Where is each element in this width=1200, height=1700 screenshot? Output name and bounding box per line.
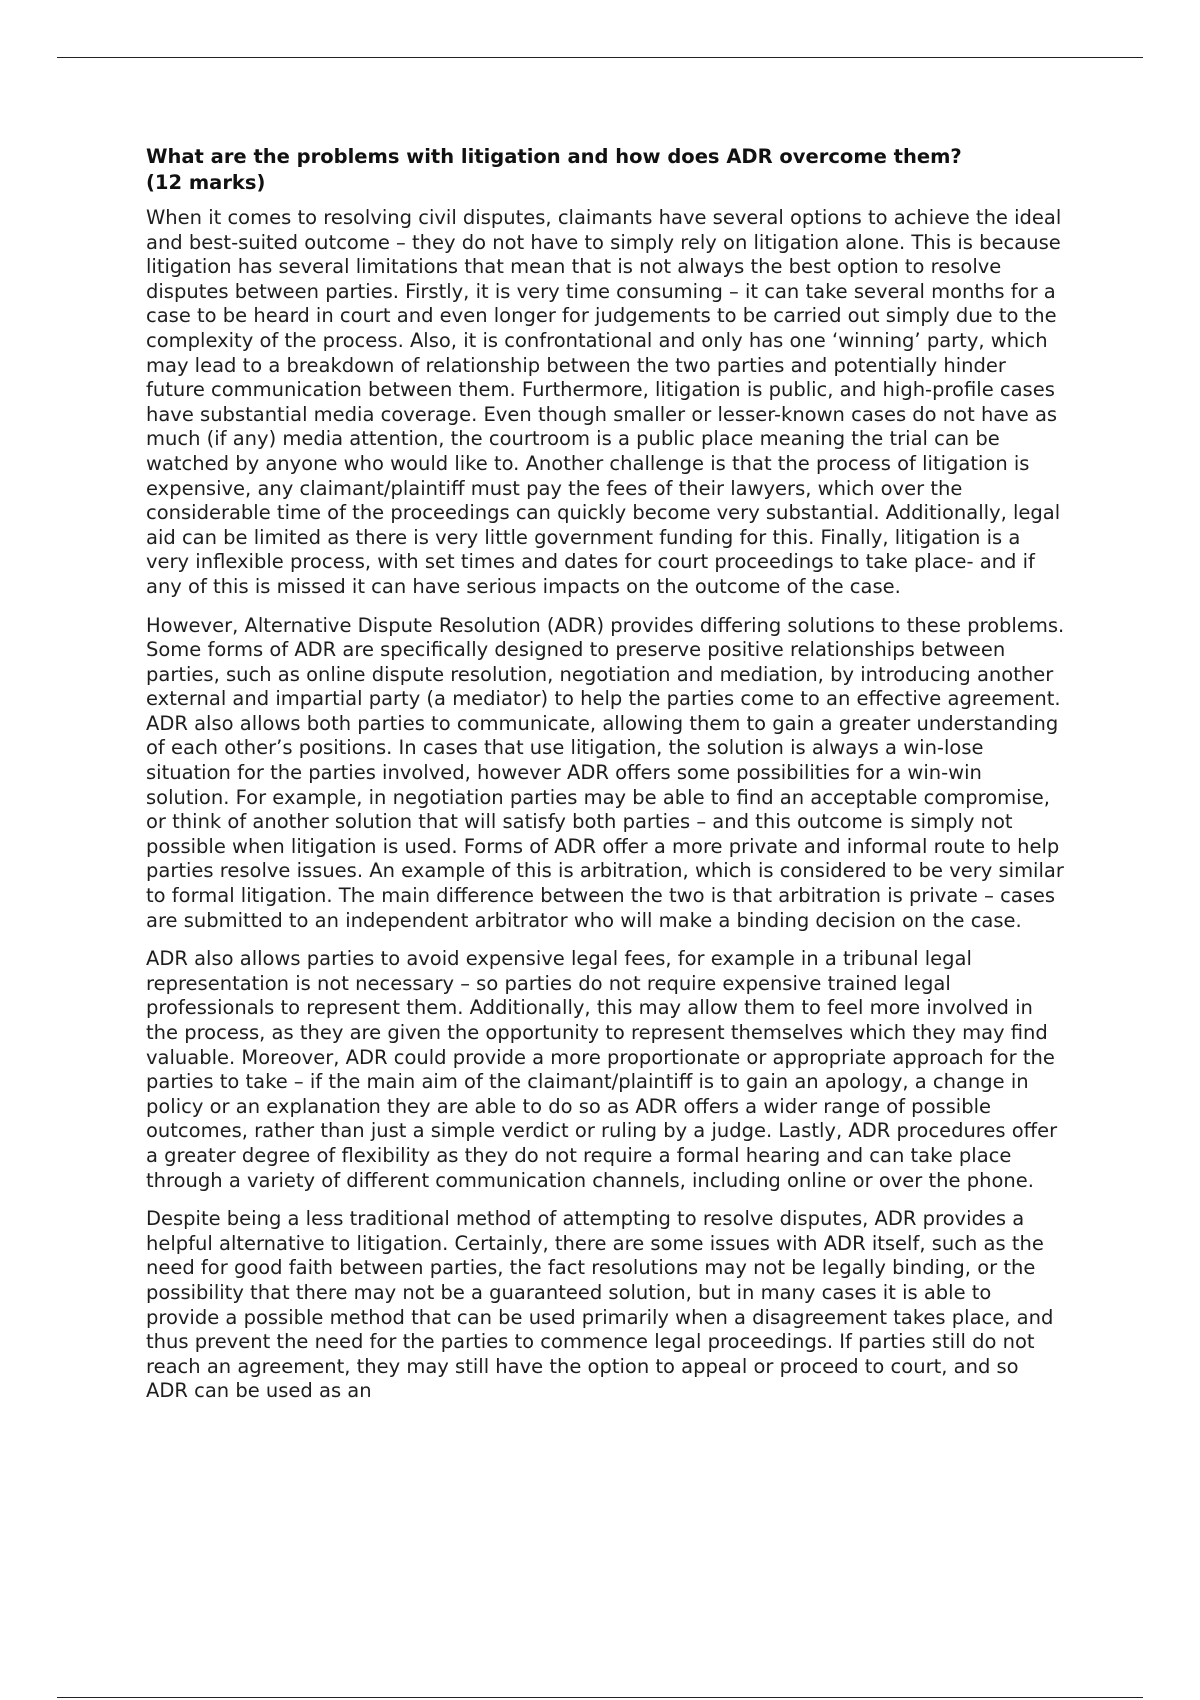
document-body [146, 144, 1066, 1418]
paragraph-4: Despite being a less traditional method of attempting to resolve disputes, ADR provides a helpful alternative to litigation. Certainly, there are some issues with ADR itself, such as the need for good faith between parties, the fact resolutions may not be legally binding, or the possibility that there may not be a guaranteed solution, but in many cases it is able to provide a possible method that can be used primarily when a disagreement takes place, and thus prevent the need for the parties to commence legal proceedings. If parties still do not reach an agreement, they may still have the option to appeal or proceed to court, and so ADR can be used as an [146, 1207, 1054, 1403]
heading-line-2: (12 marks) [146, 171, 266, 194]
essay-question-heading [146, 144, 1066, 196]
paragraph-3: ADR also allows parties to avoid expensive legal fees, for example in a tribunal legal representation is not necessary – so parties do not require expensive trained legal professionals to represent them. Additionally, this may allow them to feel more involved in the process, as they are given the opportunity to represent themselves which they may find valuable. Moreover, ADR could provide a more proportionate or appropriate approach for the parties to take – if the main aim of the claimant/plaintiff is to gain an apology, a change in policy or an explanation they are able to do so as ADR offers a wider range of possible outcomes, rather than just a simple verdict or ruling by a judge. Lastly, ADR procedures offer a greater degree of flexibility as they do not require a formal hearing and can take place through a variety of different communication channels, including online or over the phone. [146, 947, 1058, 1192]
page-bottom-rule [57, 1697, 1143, 1698]
heading-line-1: What are the problems with litigation and how does ADR overcome them? [146, 145, 962, 168]
paragraph-1: When it comes to resolving civil disputes, claimants have several options to achieve the ideal and best-suited outcome – they do not have to simply rely on litigation alone. This is because litigation has several limitations that mean that is not always the best option to resolve disputes between parties. Firstly, it is very time consuming – it can take several months for a case to be heard in court and even longer for judgements to be carried out simply due to the complexity of the process. Also, it is confrontational and only has one ‘winning’ party, which may lead to a breakdown of relationship between the two parties and potentially hinder future communication between them. Furthermore, litigation is public, and high-profile cases have substantial media coverage. Even though smaller or lesser-known cases do not have as much (if any) media attention, the courtroom is a public place meaning the trial can be watched by anyone who would like to. Another challenge is that the process of litigation is expensive, any claimant/plaintiff must pay the fees of their lawyers, which over the considerable time of the proceedings can quickly become very substantial. Additionally, legal aid can be limited as there is very little government funding for this. Finally, litigation is a very inflexible process, with set times and dates for court proceedings to take place- and if any of this is missed it can have serious impacts on the outcome of the case. [146, 206, 1062, 598]
paragraph-2: However, Alternative Dispute Resolution (ADR) provides differing solutions to these problems. Some forms of ADR are specifically designed to preserve positive relationships between parties, such as online dispute resolution, negotiation and mediation, by introducing another external and impartial party (a mediator) to help the parties come to an effective agreement. ADR also allows both parties to communicate, allowing them to gain a greater understanding of each other’s positions. In cases that use litigation, the solution is always a win-lose situation for the parties involved, however ADR offers some possibilities for a win-win solution. For example, in negotiation parties may be able to find an acceptable compromise, or think of another solution that will satisfy both parties – and this outcome is simply not possible when litigation is used. Forms of ADR offer a more private and informal route to help parties resolve issues. An example of this is arbitration, which is considered to be very similar to formal litigation. The main difference between the two is that arbitration is private – cases are submitted to an independent arbitrator who will make a binding decision on the case. [146, 613, 1065, 932]
page-top-rule [57, 57, 1143, 58]
